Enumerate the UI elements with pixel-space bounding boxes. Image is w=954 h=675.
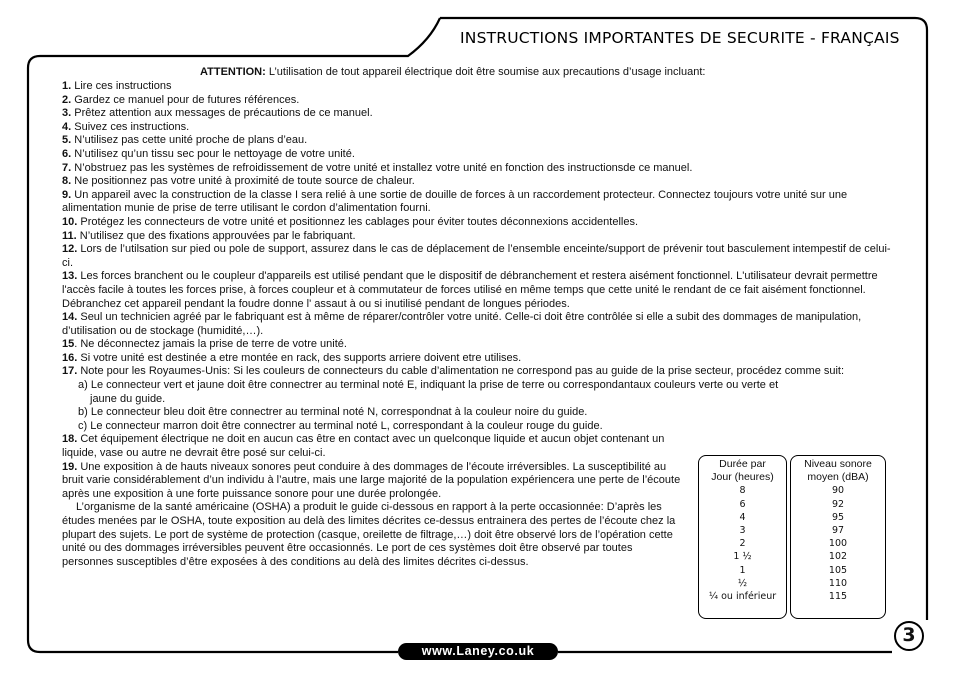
attention-text: L’utilisation de tout appareil électrique doit être soumise aux precautions d’usage incluant:	[265, 66, 706, 78]
sub-item-b: b) Le connecteur bleu doit être connectrer au terminal noté N, correspondnat à la couleur noire du guide.	[78, 406, 588, 419]
list-item	[62, 270, 894, 311]
item-text: N’obstruez pas les systèmes de refroidissement de votre unité et installez votre unité en fonction des instructionsde ce manuel.	[71, 161, 693, 174]
table-cell: 105	[828, 564, 848, 576]
website-link[interactable]: www.Laney.co.uk	[398, 643, 558, 660]
item-text: Note pour les Royaumes-Unis: Si les couleurs de connecteurs du cable d’alimentation ne correspond pas au guide de la prise secteur, procédez comme suit:	[77, 365, 845, 378]
table-cell: 2	[739, 538, 746, 550]
item-number: 14.	[62, 311, 78, 324]
item-text: N’utilisez pas cette unité proche de plans d’eau.	[71, 134, 308, 147]
list-item	[62, 433, 684, 460]
table-cell: 95	[831, 511, 845, 523]
sub-item-a: a) Le connecteur vert et jaune doit être connectrer au terminal noté E, indiquant la prise de terre ou correspondantaux couleurs verte ou verte et	[78, 379, 779, 392]
item-text: Lors de l’utilsation sur pied ou pole de support, assurez dans le cas de déplacement de l’ensemble enceinte/support de prévenir tout basculement intempestif de celui-ci.	[62, 243, 891, 269]
item-text: Prêtez attention aux messages de précautions de ce manuel.	[71, 107, 373, 120]
sub-item-c: c) Le connecteur marron doit être connectrer au terminal noté L, correspondant à la couleur rouge du guide.	[78, 419, 603, 432]
list-item	[62, 107, 894, 121]
item-text: Les forces branchent ou le coupleur d'appareils est utilisé pendant que le dispositif de débranchement et restera aisément fonctionnel. L'utilisateur devrait permettre l'accès facile à toutes les forces prise, à forces coupleur et à commutateur de forces utilisé en même temps que cette unité le rendant de ce fait aisément fonctionnel. Débranchez cet appareil pendant la foudre donne l' assaut à ou si inutilisé pendant de longues périodes.	[62, 270, 878, 310]
list-item	[62, 175, 894, 189]
item-number: 11.	[62, 229, 77, 242]
table-cell: 3	[739, 525, 746, 537]
item-number: 8.	[62, 175, 72, 188]
attention-label: ATTENTION:	[200, 66, 266, 78]
sub-item-a-cont: jaune du guide.	[90, 392, 166, 405]
table-cell: 90	[831, 485, 845, 497]
item-text: Seul un technicien agréé par le fabriquant est à même de réparer/contrôler votre unité. Celle-ci doit être contrôlée si elle a subit des dommages de manipulation, d’utilisation ou de stockage (humidité,…).	[62, 311, 862, 337]
list-item	[62, 461, 684, 502]
page-number: 3	[894, 621, 924, 651]
item-text: N’utilisez qu’un tissu sec pour le nettoyage de votre unité.	[71, 147, 355, 160]
table-cell: 1	[739, 564, 746, 576]
table-cell: 4	[739, 511, 746, 523]
item-text: . Ne déconnectez jamais la prise de terre de votre unité.	[74, 338, 347, 351]
item-number: 7.	[62, 161, 72, 174]
sub-list	[62, 379, 894, 433]
list-item	[62, 148, 894, 162]
duration-column	[698, 455, 787, 619]
list-item	[62, 134, 894, 148]
table-cell: 115	[828, 591, 848, 603]
list-item	[62, 121, 894, 135]
item-number: 2.	[62, 93, 72, 106]
list-item	[62, 365, 894, 379]
item-number: 1.	[62, 80, 72, 92]
table-cell: 92	[831, 498, 845, 510]
item-text: Si votre unité est destinée a etre montée en rack, des supports arriere doivent etre utilises.	[77, 351, 522, 364]
item-text: Gardez ce manuel pour de futures références.	[71, 93, 300, 106]
list-item	[62, 311, 894, 338]
item-number: 17.	[62, 365, 78, 378]
item-text: Lire ces instructions	[71, 80, 172, 92]
item-number: 13.	[62, 270, 78, 283]
list-item	[62, 352, 894, 366]
page-title: INSTRUCTIONS IMPORTANTES DE SECURITE - FRANÇAIS	[460, 29, 900, 47]
item-number: 18.	[62, 433, 78, 446]
level-column	[790, 455, 886, 619]
list-item	[62, 162, 894, 176]
item-number: 10.	[62, 215, 78, 228]
item-number: 16.	[62, 351, 78, 364]
item-text: Protégez les connecteurs de votre unité et positionnez les cablages pour éviter toutes déconnexions accidentelles.	[77, 215, 639, 228]
list-item	[62, 243, 894, 270]
table-cell: ½	[737, 577, 748, 589]
column-header: Jour (heures)	[711, 471, 774, 484]
list-item	[62, 216, 894, 230]
table-cell: 6	[739, 498, 746, 510]
item-number: 6.	[62, 147, 72, 160]
list-item	[62, 80, 894, 94]
table-cell: 100	[828, 538, 848, 550]
item-text: Cet équipement électrique ne doit en aucun cas être en contact avec un quelconque liquide et aucun objet contenant un liquide, vase ou autre ne devrait être posé sur celui-ci.	[62, 433, 665, 460]
item-number: 5.	[62, 134, 72, 147]
table-cell: 102	[828, 551, 848, 563]
column-header: Durée par	[719, 458, 766, 470]
table-cell: 8	[739, 485, 746, 497]
item-number: 3.	[62, 107, 72, 120]
item-number: 19.	[62, 460, 78, 473]
table-cell: 97	[831, 525, 845, 537]
item-number: 15	[62, 338, 75, 351]
item-text: Suivez ces instructions.	[71, 120, 190, 133]
table-cell: ¼ ou inférieur	[708, 591, 777, 603]
item-text: Ne positionnez pas votre unité à proximité de toute source de chaleur.	[71, 175, 415, 188]
list-item-paragraph: L’organisme de la santé américaine (OSHA) a produit le guide ci-dessous en rapport à la perte occasionnée: D’après les études menées par le OSHA, toute exposition au delà des limites décrites ce-dessus entrainera des pertes de l’écoute chez la plupart des sujets. Le port de système de protection (casque, oreilette de filtrage,…) doit être observé lors de l’opération cette unité ou des dommages irréversibles peuvent être occasionnés. Le port de ces systèmes doit être observé par toutes personnes susceptibles d’être exposées à des conditions au delà des limites décrites ci-dessus.	[62, 501, 676, 568]
list-item	[62, 230, 894, 244]
item-text: Une exposition à de hauts niveaux sonores peut conduire à des dommages de l’écoute irréversibles. La susceptibilité au bruit varie considérablement d’un individu à l’autre, mais une large majorité de la population expériencera une perte de l’écoute après une exposition à une forte puissance sonore pour une durée prolongée.	[62, 460, 681, 500]
list-item	[62, 189, 894, 216]
item-text: Un appareil avec la construction de la classe I sera relié à une sortie de douille de forces à un raccordement protecteur. Connectez toujours votre unité sur une alimentation munie de prise de terre utilisant le cordon d’alimentation fourni.	[62, 188, 848, 215]
list-item	[62, 338, 894, 352]
column-header: Niveau sonore	[804, 458, 872, 470]
attention-line	[200, 66, 705, 78]
list-item	[62, 94, 894, 108]
item-number: 4.	[62, 120, 72, 133]
column-header: moyen (dBA)	[807, 471, 869, 484]
table-cell: 110	[828, 577, 848, 589]
item-number: 9.	[62, 188, 72, 201]
item-text: N’utilisez que des fixations approuvées par le fabriquant.	[76, 229, 356, 242]
table-cell: 1 ½	[733, 551, 752, 563]
item-number: 12.	[62, 243, 78, 256]
